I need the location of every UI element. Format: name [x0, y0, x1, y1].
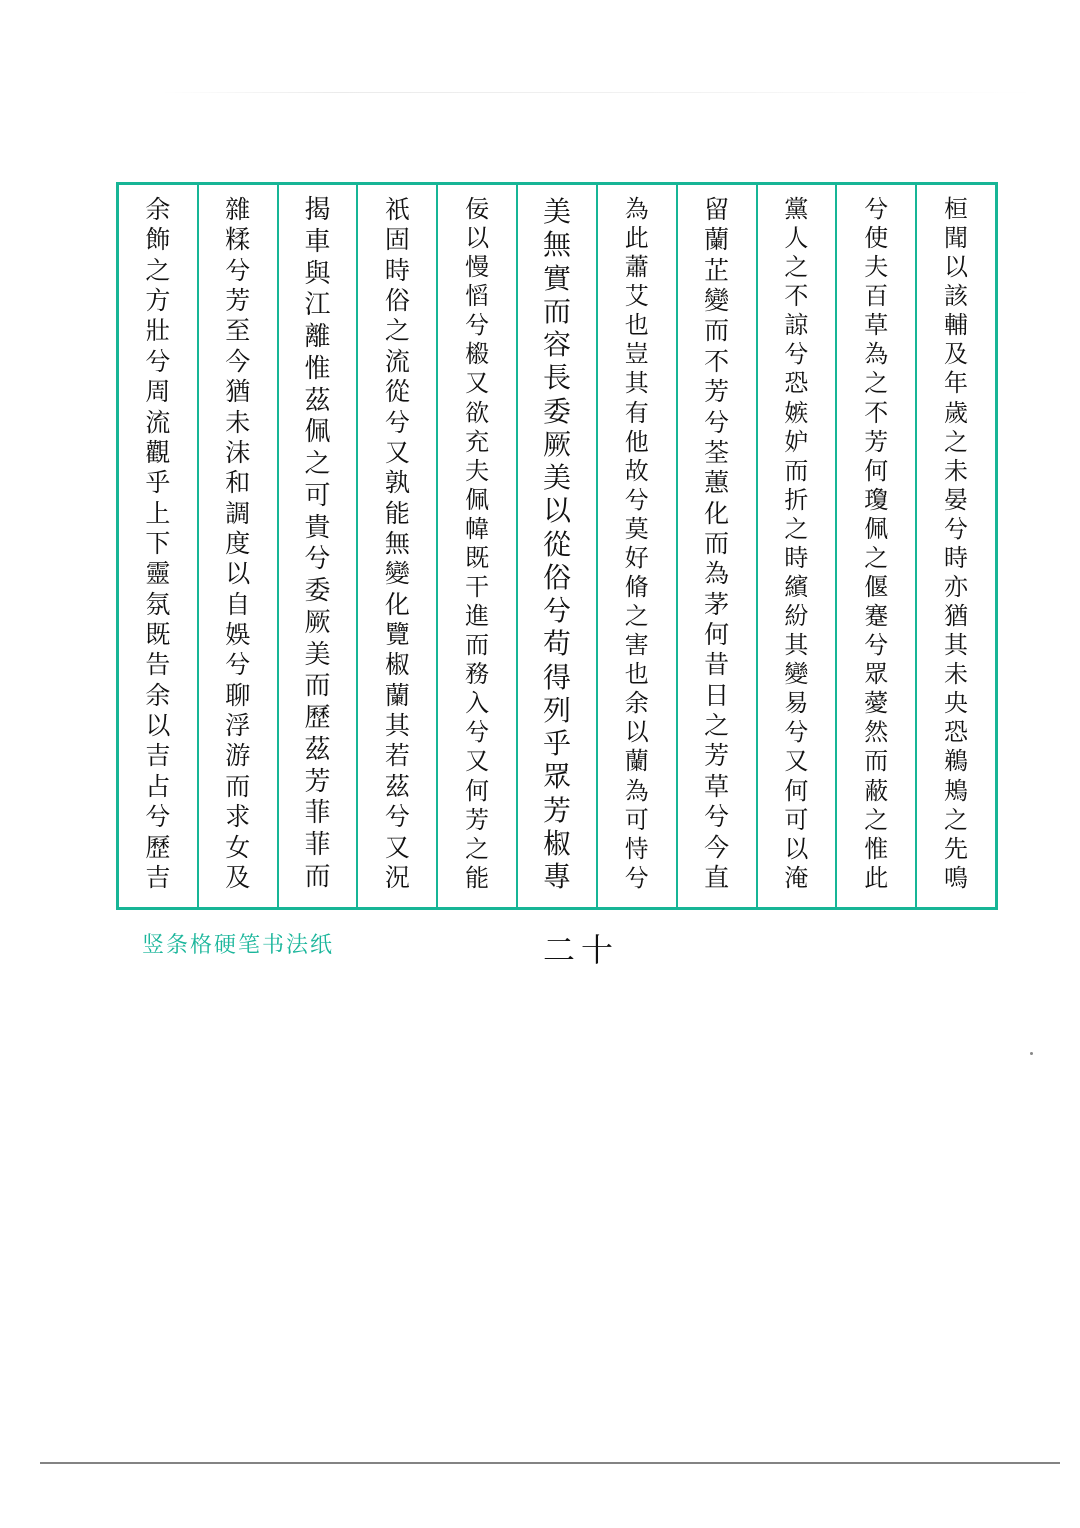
handwritten-character: 兮 [225, 255, 251, 285]
handwritten-character: 之 [864, 805, 889, 834]
handwritten-character: 其 [944, 631, 969, 660]
handwritten-character: 兮 [145, 802, 171, 832]
handwritten-character: 又 [384, 832, 410, 862]
handwritten-character: 干 [465, 573, 490, 602]
paper-speck [1030, 1052, 1033, 1055]
handwritten-character: 椒 [384, 650, 410, 680]
handwritten-character: 諒 [784, 311, 809, 340]
handwritten-character: 覽 [384, 620, 410, 650]
handwritten-character: 苟 [542, 627, 571, 661]
handwritten-character: 至 [225, 316, 251, 346]
handwritten-character: 茲 [304, 385, 331, 416]
handwritten-character: 兮 [944, 514, 969, 543]
handwritten-character: 為 [864, 340, 889, 369]
handwritten-character: 慆 [465, 282, 490, 311]
handwritten-character: 該 [944, 282, 969, 311]
handwritten-character: 鵜 [944, 747, 969, 776]
handwritten-character: 蘭 [384, 680, 410, 710]
handwritten-character: 此 [864, 863, 889, 892]
handwritten-character: 蔽 [864, 776, 889, 805]
handwritten-character: 時 [784, 543, 809, 572]
handwritten-character: 之 [145, 255, 171, 285]
handwritten-character: 此 [624, 224, 649, 253]
handwritten-character: 芳 [304, 766, 331, 797]
handwritten-character: 無 [542, 228, 571, 262]
handwritten-character: 豈 [624, 340, 649, 369]
handwritten-character: 俗 [384, 286, 410, 316]
handwritten-character: 變 [784, 660, 809, 689]
text-column [516, 185, 596, 907]
handwritten-character: 蘭 [624, 747, 649, 776]
handwritten-character: 兮 [704, 802, 730, 832]
handwritten-character: 以 [944, 253, 969, 282]
handwritten-character: 既 [465, 543, 490, 572]
handwritten-character: 流 [384, 346, 410, 376]
handwritten-character: 亦 [944, 573, 969, 602]
handwritten-character: 之 [704, 711, 730, 741]
handwritten-character: 時 [384, 255, 410, 285]
handwritten-character: 瓊 [864, 485, 889, 514]
handwritten-character: 芳 [542, 793, 571, 827]
handwritten-character: 而 [704, 316, 730, 346]
handwritten-character: 繽 [784, 573, 809, 602]
handwritten-character: 芳 [465, 805, 490, 834]
handwritten-character: 蕙 [704, 468, 730, 498]
handwritten-character: 偃 [864, 573, 889, 602]
handwritten-character: 孰 [384, 468, 410, 498]
handwritten-character: 乎 [542, 727, 571, 760]
handwritten-character: 化 [704, 498, 730, 528]
handwritten-character: 上 [145, 498, 171, 528]
handwritten-character: 兮 [384, 407, 410, 437]
handwritten-character: 害 [624, 631, 649, 660]
handwritten-character: 和 [225, 468, 251, 498]
handwritten-character: 而 [784, 456, 809, 485]
handwritten-character: 茲 [384, 771, 410, 801]
handwritten-character: 惟 [864, 834, 889, 863]
handwritten-character: 紛 [784, 602, 809, 631]
handwritten-character: 兮 [784, 340, 809, 369]
handwritten-character: 厥 [304, 607, 331, 638]
handwritten-character: 幃 [465, 514, 490, 543]
handwritten-character: 欲 [465, 398, 490, 427]
handwritten-character: 蹇 [864, 602, 889, 631]
scan-artifact-bottom [40, 1462, 1060, 1464]
handwritten-character: 兮 [384, 802, 410, 832]
handwritten-character: 芳 [864, 427, 889, 456]
handwritten-character: 得 [542, 660, 571, 694]
handwritten-character: 芷 [704, 255, 730, 285]
handwritten-character: 佞 [465, 195, 490, 223]
handwritten-character: 有 [624, 398, 649, 427]
handwritten-character: 妒 [784, 427, 809, 456]
handwritten-character: 無 [384, 528, 410, 558]
handwritten-character: 可 [304, 480, 331, 511]
handwritten-character: 使 [864, 224, 889, 253]
handwritten-character: 調 [225, 498, 251, 528]
handwritten-character: 椒 [542, 826, 571, 860]
handwritten-character: 今 [225, 346, 251, 376]
handwritten-character: 人 [784, 224, 809, 253]
handwritten-character: 鴂 [944, 776, 969, 805]
handwritten-character: 佩 [864, 514, 889, 543]
handwritten-character: 未 [944, 660, 969, 689]
handwritten-character: 兮 [864, 195, 889, 223]
handwritten-character: 從 [542, 527, 571, 561]
page-number: 二十 [543, 931, 620, 969]
handwritten-character: 實 [542, 261, 571, 295]
handwritten-character: 兮 [704, 407, 730, 437]
handwritten-character: 沫 [225, 437, 251, 467]
handwritten-character: 淹 [784, 863, 809, 892]
handwritten-character: 百 [864, 282, 889, 311]
handwritten-character: 也 [624, 311, 649, 340]
handwritten-character: 薆 [864, 689, 889, 718]
handwritten-character: 故 [624, 456, 649, 485]
handwritten-character: 今 [704, 832, 730, 862]
text-column [915, 185, 995, 907]
handwritten-character: 歷 [304, 703, 331, 733]
handwritten-character: 余 [145, 195, 171, 224]
handwritten-character: 兮 [542, 594, 571, 627]
handwritten-character: 能 [465, 863, 490, 892]
handwritten-character: 之 [784, 514, 809, 543]
paper-type-label: 竖条格硬笔书法纸 [142, 933, 335, 958]
handwritten-character: 芳 [225, 286, 251, 316]
handwritten-character: 未 [944, 456, 969, 485]
handwritten-character: 以 [784, 834, 809, 863]
handwritten-character: 祇 [384, 195, 410, 224]
handwritten-character: 夫 [465, 456, 490, 485]
handwritten-character: 佩 [304, 417, 331, 448]
handwritten-character: 長 [542, 361, 571, 395]
handwritten-character: 列 [542, 693, 571, 727]
handwritten-character: 何 [784, 776, 809, 805]
handwritten-character: 其 [384, 711, 410, 741]
handwritten-character: 先 [944, 834, 969, 863]
handwritten-character: 之 [304, 449, 331, 479]
handwritten-character: 恐 [944, 718, 969, 747]
handwritten-character: 與 [304, 258, 331, 289]
handwritten-character: 眾 [542, 760, 571, 794]
handwritten-character: 兮 [304, 544, 331, 575]
handwritten-character: 氛 [145, 589, 171, 619]
handwritten-character: 固 [384, 225, 410, 255]
handwritten-character: 惟 [304, 353, 331, 384]
handwritten-character: 恐 [784, 369, 809, 398]
handwritten-character: 靈 [145, 559, 171, 589]
handwritten-character: 吉 [145, 862, 171, 892]
handwritten-character: 嫉 [784, 398, 809, 427]
text-column [356, 185, 436, 907]
handwritten-character: 之 [384, 316, 410, 346]
handwritten-character: 容 [542, 328, 571, 361]
handwritten-character: 而 [225, 771, 251, 801]
handwritten-character: 以 [542, 494, 571, 528]
handwritten-character: 時 [944, 543, 969, 572]
handwritten-character: 揭 [304, 195, 331, 225]
handwritten-character: 荃 [704, 437, 730, 467]
text-column [197, 185, 277, 907]
handwritten-character: 若 [384, 741, 410, 771]
handwritten-character: 務 [465, 660, 490, 689]
handwritten-character: 榝 [465, 340, 490, 369]
handwritten-character: 芳 [704, 377, 730, 407]
handwritten-character: 為 [704, 559, 730, 589]
handwritten-character: 兮 [465, 718, 490, 747]
handwritten-character: 以 [624, 718, 649, 747]
handwritten-character: 美 [542, 461, 571, 494]
handwritten-character: 雜 [225, 195, 251, 224]
handwritten-character: 以 [225, 559, 251, 589]
handwritten-character: 兮 [465, 311, 490, 340]
handwritten-character: 兮 [784, 718, 809, 747]
handwritten-character: 佩 [465, 485, 490, 514]
handwritten-character: 之 [944, 427, 969, 456]
handwritten-character: 游 [225, 741, 251, 771]
handwritten-character: 猶 [944, 602, 969, 631]
handwritten-character: 之 [624, 602, 649, 631]
handwritten-character: 方 [145, 286, 171, 316]
scan-artifact-top [160, 92, 1040, 93]
handwritten-character: 占 [145, 771, 171, 801]
handwritten-character: 鳴 [944, 863, 969, 892]
handwritten-character: 何 [704, 620, 730, 650]
handwritten-character: 美 [542, 195, 571, 228]
handwritten-character: 歷 [145, 832, 171, 862]
handwritten-character: 猶 [225, 377, 251, 407]
handwritten-character: 央 [944, 689, 969, 718]
handwritten-character: 娛 [225, 620, 251, 650]
handwritten-character: 兮 [624, 485, 649, 514]
handwritten-character: 專 [542, 860, 571, 893]
handwritten-character: 兮 [624, 863, 649, 892]
handwritten-character: 可 [624, 805, 649, 834]
handwritten-character: 恃 [624, 834, 649, 863]
handwritten-character: 以 [465, 224, 490, 253]
handwritten-character: 委 [542, 394, 571, 428]
text-column [756, 185, 836, 907]
handwritten-character: 以 [145, 711, 171, 741]
handwritten-character: 浮 [225, 711, 251, 741]
handwritten-character: 俗 [542, 560, 571, 594]
handwritten-character: 而 [465, 631, 490, 660]
handwritten-character: 留 [704, 195, 730, 224]
handwritten-character: 為 [624, 195, 649, 223]
handwritten-character: 茲 [304, 734, 331, 765]
handwritten-character: 脩 [624, 573, 649, 602]
handwritten-character: 壯 [145, 316, 171, 346]
handwritten-character: 眾 [864, 660, 889, 689]
handwritten-character: 離 [304, 322, 331, 352]
handwritten-character: 輔 [944, 311, 969, 340]
handwritten-character: 為 [624, 776, 649, 805]
handwritten-character: 厥 [542, 427, 571, 461]
text-column [436, 185, 516, 907]
handwritten-character: 折 [784, 485, 809, 514]
handwritten-character: 告 [145, 650, 171, 680]
text-column [596, 185, 676, 907]
handwritten-character: 其 [624, 369, 649, 398]
handwritten-character: 慢 [465, 253, 490, 282]
handwritten-character: 之 [944, 805, 969, 834]
handwritten-character: 又 [465, 747, 490, 776]
text-column [277, 185, 357, 907]
handwritten-character: 入 [465, 689, 490, 718]
handwritten-character: 而 [304, 861, 331, 892]
handwritten-character: 乎 [145, 468, 171, 498]
handwritten-character: 既 [145, 620, 171, 650]
text-column [835, 185, 915, 907]
handwritten-character: 及 [225, 862, 251, 892]
handwritten-character: 草 [864, 311, 889, 340]
handwritten-character: 兮 [864, 631, 889, 660]
handwritten-character: 何 [864, 456, 889, 485]
handwritten-character: 兮 [225, 650, 251, 680]
handwritten-character: 也 [624, 660, 649, 689]
handwritten-character: 進 [465, 602, 490, 631]
handwritten-character: 昔 [704, 650, 730, 680]
handwritten-character: 不 [864, 398, 889, 427]
handwritten-character: 晏 [944, 485, 969, 514]
handwritten-character: 歲 [944, 398, 969, 427]
handwritten-character: 聞 [944, 224, 969, 253]
text-column [676, 185, 756, 907]
handwritten-character: 芳 [704, 741, 730, 771]
handwritten-character: 而 [542, 294, 571, 328]
handwritten-character: 又 [465, 369, 490, 398]
handwritten-character: 觀 [145, 437, 171, 467]
handwritten-character: 夫 [864, 253, 889, 282]
handwritten-character: 而 [704, 528, 730, 558]
handwritten-character: 下 [145, 528, 171, 558]
handwritten-character: 他 [624, 427, 649, 456]
handwritten-character: 而 [864, 747, 889, 776]
handwritten-character: 美 [304, 639, 331, 670]
handwritten-character: 自 [225, 589, 251, 619]
handwritten-character: 好 [624, 543, 649, 572]
handwritten-character: 周 [145, 377, 171, 407]
handwritten-character: 之 [784, 253, 809, 282]
handwritten-character: 兮 [145, 346, 171, 376]
handwritten-character: 從 [384, 377, 410, 407]
handwritten-character: 又 [784, 747, 809, 776]
handwritten-character: 茅 [704, 589, 730, 619]
handwritten-character: 艾 [624, 282, 649, 311]
handwritten-character: 其 [784, 631, 809, 660]
handwritten-character: 飾 [145, 225, 171, 255]
handwritten-character: 直 [704, 862, 730, 892]
handwritten-character: 草 [704, 771, 730, 801]
handwritten-character: 不 [784, 282, 809, 311]
handwritten-character: 化 [384, 589, 410, 619]
handwritten-character: 之 [864, 543, 889, 572]
handwritten-character: 年 [944, 369, 969, 398]
handwritten-character: 未 [225, 407, 251, 437]
handwritten-character: 求 [225, 802, 251, 832]
handwritten-character: 桓 [944, 195, 969, 223]
handwritten-character: 然 [864, 718, 889, 747]
vertical-grid-sheet [116, 182, 998, 910]
handwritten-character: 莫 [624, 514, 649, 543]
handwritten-character: 委 [304, 576, 331, 606]
handwritten-character: 及 [944, 340, 969, 369]
handwritten-character: 蘭 [704, 225, 730, 255]
handwritten-character: 又 [384, 437, 410, 467]
handwritten-character: 之 [864, 369, 889, 398]
handwritten-character: 何 [465, 776, 490, 805]
handwritten-character: 車 [304, 226, 331, 257]
handwritten-character: 不 [704, 346, 730, 376]
handwritten-character: 能 [384, 498, 410, 528]
handwritten-character: 余 [624, 689, 649, 718]
text-column [119, 185, 197, 907]
handwritten-character: 流 [145, 407, 171, 437]
handwritten-character: 江 [304, 290, 331, 321]
handwritten-character: 菲 [304, 830, 331, 860]
handwritten-character: 余 [145, 680, 171, 710]
handwritten-character: 之 [465, 834, 490, 863]
handwritten-character: 充 [465, 427, 490, 456]
handwritten-character: 變 [384, 559, 410, 589]
handwritten-character: 況 [384, 862, 410, 892]
handwritten-character: 日 [704, 680, 730, 710]
handwritten-character: 可 [784, 805, 809, 834]
handwritten-character: 女 [225, 832, 251, 862]
handwritten-character: 變 [704, 286, 730, 316]
handwritten-character: 易 [784, 689, 809, 718]
handwritten-character: 蕭 [624, 253, 649, 282]
handwritten-character: 度 [225, 528, 251, 558]
handwritten-character: 黨 [784, 195, 809, 223]
handwritten-character: 貴 [304, 512, 331, 543]
handwritten-character: 糅 [225, 225, 251, 255]
handwritten-character: 吉 [145, 741, 171, 771]
handwritten-character: 聊 [225, 680, 251, 710]
handwritten-character: 而 [304, 671, 331, 702]
handwritten-character: 菲 [304, 798, 331, 829]
